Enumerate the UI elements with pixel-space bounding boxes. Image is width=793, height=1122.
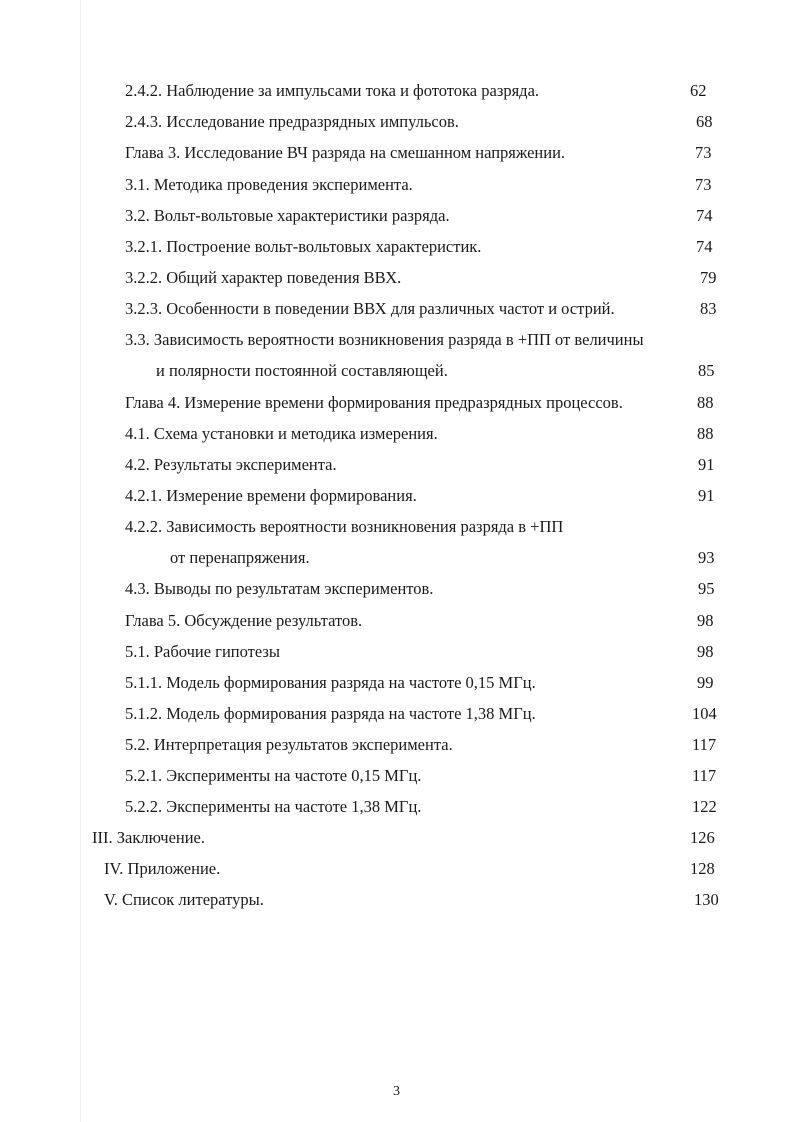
toc-entry (0, 733, 793, 757)
toc-entry-title: V. Список литературы. (104, 890, 264, 909)
toc-entry-page: 91 (698, 455, 715, 474)
toc-entry-page: 98 (697, 611, 714, 630)
toc-entry (0, 888, 793, 912)
toc-entry-title: 4.3. Выводы по результатам экспериментов. (125, 579, 434, 598)
toc-entry (0, 79, 793, 103)
toc-entry-page: 117 (692, 766, 717, 785)
toc-entry-page: 74 (696, 206, 713, 225)
toc-entry-page: 91 (698, 486, 715, 505)
toc-entry-page: 88 (697, 424, 714, 443)
toc-entry (0, 515, 793, 539)
toc-entry (0, 422, 793, 446)
toc-entry-page: 126 (690, 828, 715, 847)
toc-entry (0, 453, 793, 477)
toc-entry-title: 3.2. Вольт-вольтовые характеристики разряда. (125, 206, 450, 225)
toc-entry-page: 62 (690, 81, 707, 100)
toc-entry-page: 79 (700, 268, 717, 287)
toc-entry-title: 3.2.2. Общий характер поведения ВВХ. (125, 268, 402, 287)
toc-entry (0, 328, 793, 352)
toc-entry-title: Глава 5. Обсуждение результатов. (125, 611, 363, 630)
toc-entry-title: 4.2. Результаты эксперимента. (125, 455, 337, 474)
toc-entry (0, 359, 793, 383)
toc-entry-title: 5.2. Интерпретация результатов эксперимента. (125, 735, 453, 754)
toc-entry-title: 5.2.1. Эксперименты на частоте 0,15 МГц. (125, 766, 422, 785)
toc-entry-page: 85 (698, 361, 715, 380)
toc-entry (0, 173, 793, 197)
toc-entry-page: 73 (695, 143, 712, 162)
toc-entry (0, 857, 793, 881)
toc-entry-title: Глава 4. Измерение времени формирования предразрядных процессов. (125, 393, 623, 412)
toc-entry-title: Глава 3. Исследование ВЧ разряда на смешанном напряжении. (125, 143, 566, 162)
toc-entry (0, 266, 793, 290)
toc-entry-title: 5.1.2. Модель формирования разряда на частоте 1,38 МГц. (125, 704, 536, 723)
page-number: 3 (393, 1084, 400, 1099)
toc-entry-title: 3.2.3. Особенности в поведении ВВХ для различных частот и острий. (125, 299, 615, 318)
toc-entry (0, 204, 793, 228)
toc-entry-title: 2.4.3. Исследование предразрядных импульсов. (125, 112, 459, 131)
toc-entry-title: 3.2.1. Построение вольт-вольтовых характеристик. (125, 237, 482, 256)
toc-entry (0, 391, 793, 415)
toc-entry-page: 88 (697, 393, 714, 412)
toc-entry (0, 640, 793, 664)
toc-entry-title: от перенапряжения. (170, 548, 310, 567)
toc-entry (0, 795, 793, 819)
toc-entry-page: 128 (690, 859, 715, 878)
toc-entry-title: 3.1. Методика проведения эксперимента. (125, 175, 413, 194)
toc-entry-title: III. Заключение. (92, 828, 206, 847)
toc-entry-page: 130 (694, 890, 719, 909)
toc-entry-title: 5.1. Рабочие гипотезы (125, 642, 280, 661)
toc-entry-page: 73 (695, 175, 712, 194)
toc-entry (0, 141, 793, 165)
toc-entry-title: 5.1.1. Модель формирования разряда на частоте 0,15 МГц. (125, 673, 536, 692)
toc-entry (0, 546, 793, 570)
toc-entry-page: 104 (692, 704, 717, 723)
toc-entry-page: 122 (692, 797, 717, 816)
toc-entry-page: 83 (700, 299, 717, 318)
toc-entry-title: 3.3. Зависимость вероятности возникновения разряда в +ПП от величины (125, 330, 644, 349)
toc-entry (0, 609, 793, 633)
toc-entry-page: 93 (698, 548, 715, 567)
toc-entry (0, 764, 793, 788)
toc-entry-title: 4.2.2. Зависимость вероятности возникновения разряда в +ПП (125, 517, 564, 536)
toc-entry (0, 702, 793, 726)
toc-entry-page: 98 (697, 642, 714, 661)
toc-entry-title: 4.1. Схема установки и методика измерения. (125, 424, 438, 443)
toc-entry-title: IV. Приложение. (104, 859, 221, 878)
toc-entry-page: 99 (697, 673, 714, 692)
toc-entry-page: 117 (692, 735, 717, 754)
toc-entry-title: 2.4.2. Наблюдение за импульсами тока и фототока разряда. (125, 81, 540, 100)
toc-entry-page: 74 (696, 237, 713, 256)
toc-entry-title: и полярности постоянной составляющей. (156, 361, 448, 380)
toc-entry (0, 297, 793, 321)
toc-entry (0, 235, 793, 259)
toc-entry-page: 68 (696, 112, 713, 131)
toc-entry (0, 577, 793, 601)
toc-entry-title: 5.2.2. Эксперименты на частоте 1,38 МГц. (125, 797, 422, 816)
toc-entry (0, 484, 793, 508)
toc-entry (0, 826, 793, 850)
toc-entry-title: 4.2.1. Измерение времени формирования. (125, 486, 417, 505)
toc-entry (0, 671, 793, 695)
toc-entry (0, 110, 793, 134)
toc-entry-page: 95 (698, 579, 715, 598)
